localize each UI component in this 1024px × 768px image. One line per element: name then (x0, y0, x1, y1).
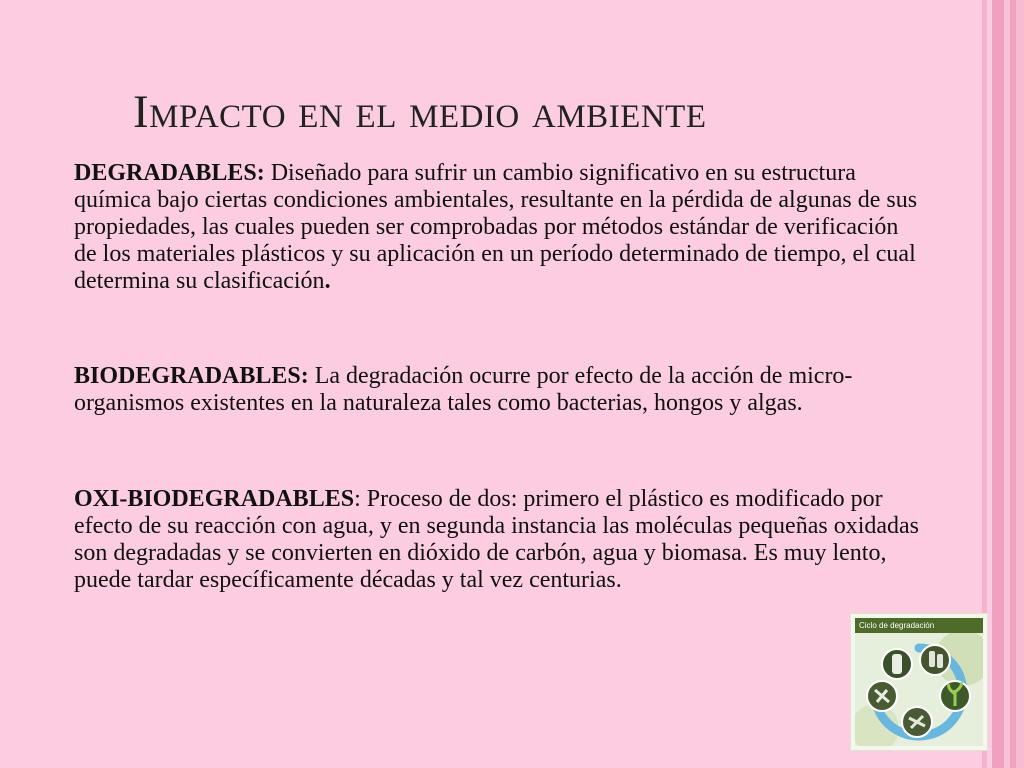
paragraph-degradables (74, 160, 924, 295)
text-biodegradables: La degradación ocurre por efecto de la acción de micro-organismos existentes en la naturaleza tales como bacterias, hongos y algas. (74, 363, 853, 416)
paragraph-oxi-biodegradables (74, 486, 924, 594)
text-degradables: Diseñado para sufrir un cambio significativo en su estructura química bajo ciertas condiciones ambientales, resultante en la pérdida de algunas de sus propiedades, las cuales pueden ser comprobadas por métodos estándar de verificación de los materiales plásticos y su aplicación en un período determinado de tiempo, el cual determina su clasificación (74, 160, 918, 294)
figure-frame (855, 618, 983, 746)
paragraph-biodegradables (74, 363, 924, 417)
text-degradables-end: . (324, 268, 331, 294)
figure-header: Ciclo de degradación (855, 618, 983, 633)
term-degradables: DEGRADABLES: (74, 160, 265, 186)
cycle-illustration (855, 618, 983, 746)
text-oxi-biodegradables: : Proceso de dos: primero el plástico es modificado por efecto de su reacción con agua, y en segunda instancia las moléculas pequeñas oxidadas son degradadas y se convierten en dióxido de carbón, agua y biomasa. Es muy lento, puede tardar específicamente décadas y tal vez centurias. (74, 486, 920, 593)
degradation-cycle-figure (850, 613, 988, 751)
slide-title: Impacto en el medio ambiente (133, 86, 707, 138)
term-oxi-biodegradables: OXI-BIODEGRADABLES (74, 486, 355, 512)
term-biodegradables: BIODEGRADABLES: (74, 363, 309, 389)
